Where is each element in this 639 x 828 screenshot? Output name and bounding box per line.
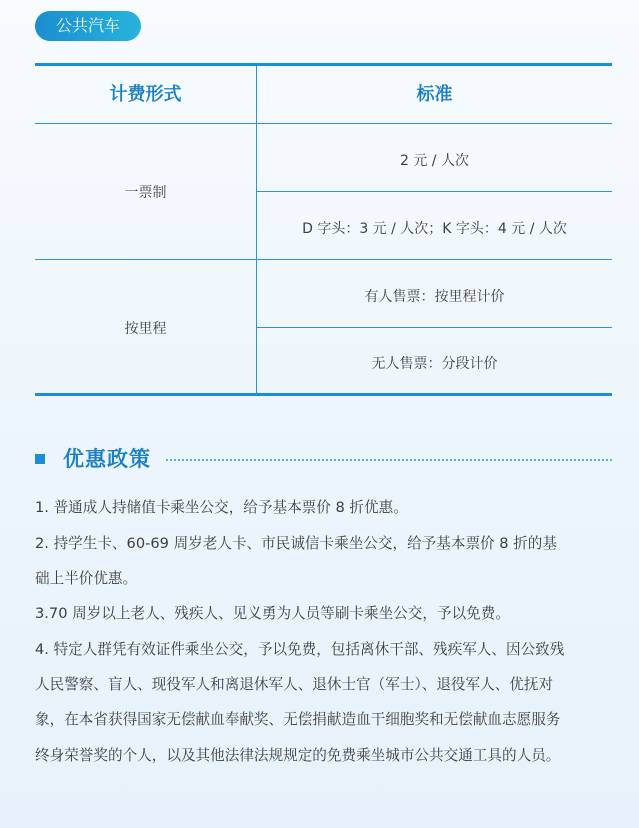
standard-cell: 2 元 / 人次 [400, 153, 469, 169]
policy-line: 3.70 周岁以上老人、残疾人、见义勇为人员等刷卡乘坐公交，予以免费。 [35, 605, 510, 622]
row-label-distance-fare: 按里程 [124, 321, 167, 337]
table-header-standard: 标准 [416, 84, 453, 105]
policy-line: 象，在本省获得国家无偿献血奉献奖、无偿捐献造血干细胞奖和无偿献血志愿服务 [35, 711, 561, 728]
policy-line: 础上半价优惠。 [35, 570, 138, 587]
table-header-fare-form: 计费形式 [109, 84, 182, 105]
standard-cell: 有人售票：按里程计价 [364, 289, 505, 305]
row-label-flat-fare: 一票制 [124, 185, 167, 201]
section-tag-bus: 公共汽车 [35, 11, 141, 41]
section-title-discounts: 优惠政策 [63, 447, 151, 471]
policy-line: 2. 持学生卡、60-69 周岁老人卡、市民诚信卡乘坐公交，给予基本票价 8 折的基 [35, 535, 557, 552]
policy-line: 人民警察、盲人、现役军人和离退休军人、退休士官（军士）、退役军人、优抚对 [35, 676, 554, 693]
standard-cell: 无人售票：分段计价 [371, 356, 498, 372]
row-divider [35, 259, 612, 260]
dotted-divider [166, 459, 612, 461]
fare-table [35, 63, 612, 396]
policy-line: 4. 特定人群凭有效证件乘坐公交，予以免费，包括离休干部、残疾军人、因公致残 [35, 641, 565, 658]
policy-line: 1. 普通成人持储值卡乘坐公交，给予基本票价 8 折优惠。 [35, 499, 408, 516]
standard-cell: D 字头：3 元 / 人次；K 字头：4 元 / 人次 [302, 221, 567, 237]
header-divider [35, 123, 612, 124]
policy-line: 终身荣誉奖的个人，以及其他法律法规规定的免费乘坐城市公共交通工具的人员。 [35, 747, 561, 764]
row-divider [257, 191, 612, 192]
row-divider [257, 327, 612, 328]
section-marker-square [35, 454, 45, 464]
